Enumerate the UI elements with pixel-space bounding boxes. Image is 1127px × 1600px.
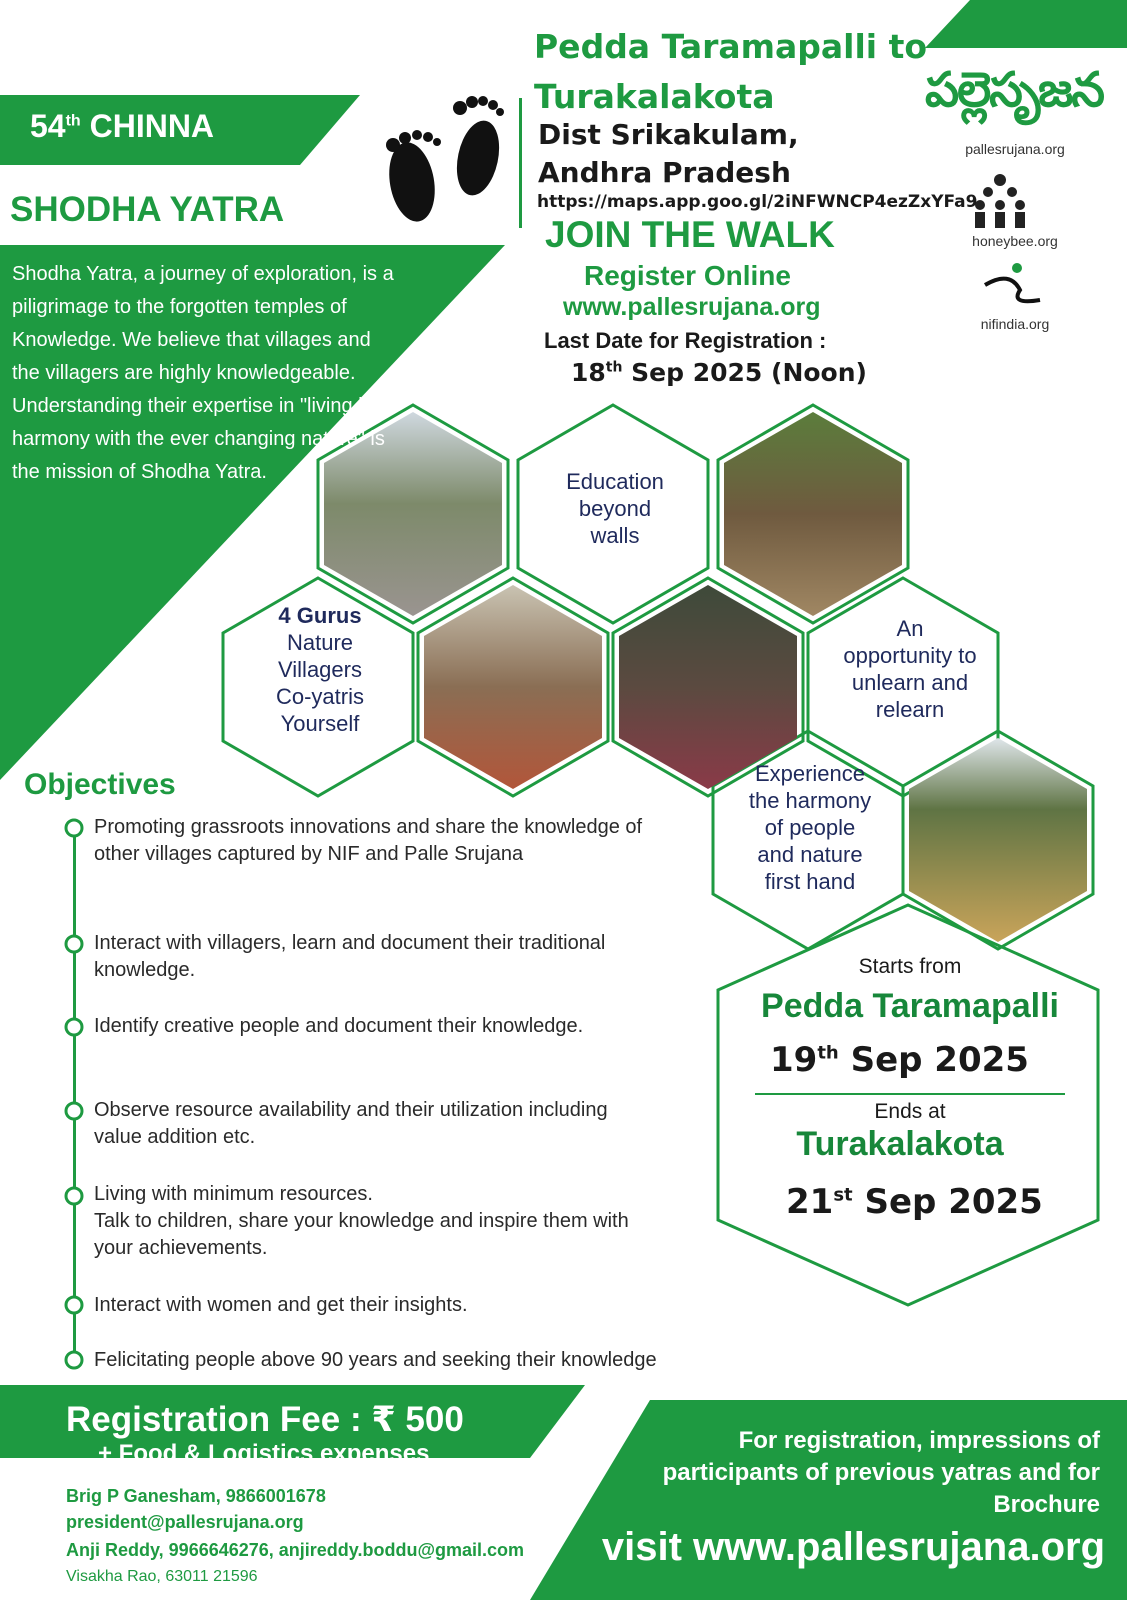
fee-extras: + Food & Logistics expenses [98,1440,430,1467]
objective-item: Interact with villagers, learn and document their traditional knowledge. [94,932,606,981]
nif-caption: nifindia.org [980,316,1050,332]
join-heading: JOIN THE WALK [545,214,835,255]
map-link[interactable]: https://maps.app.goo.gl/2iNFWNCP4ezZxYFa9 [537,192,978,212]
contact-email[interactable]: president@pallesrujana.org [66,1512,304,1532]
registration-site-link[interactable]: www.pallesrujana.org [563,293,821,321]
edition-label: 54th CHINNA [30,108,215,144]
nif-logo-icon [985,263,1040,301]
ends-label: Ends at [874,1100,946,1123]
objective-item: Identify creative people and document their knowledge. [94,1015,584,1037]
honeybee-caption: honeybee.org [972,233,1058,249]
contact-line: Brig P Ganesham, 9866001678 [66,1486,326,1506]
intro-text: Shodha Yatra, a journey of exploration, is a piligrimage to the forgotten temples of Knowledge. We believe that villages and the villagers are highly knowledgeable. Understanding their expertise in "living in harmony with the ever changing nature" is the mission of Shodha Yatra. [12,263,394,483]
visit-website-link[interactable]: visit www.pallesrujana.org [601,1525,1105,1569]
footprints-icon [383,96,505,225]
start-place: Pedda Taramapalli [761,987,1059,1025]
contact-line: Visakha Rao, 63011 21596 [66,1568,258,1585]
contact-line: Anji Reddy, 9966646276, anjireddy.boddu@gmail.com [66,1540,525,1560]
last-date-label: Last Date for Registration : [544,328,827,353]
hex-harmony: Experience the harmony of people and nature first hand [748,761,872,894]
end-date: 21st Sep 2025 [786,1182,1043,1222]
pallesrujana-logo: పల్లెసృజన [925,62,1103,118]
objective-item: Felicitating people above 90 years and seeking their knowledge [94,1349,657,1371]
start-date: 19th Sep 2025 [770,1040,1029,1080]
objective-item: Promoting grassroots innovations and share the knowledge of other villages captured by NIF and Palle Srujana [94,816,643,865]
honeybee-logo-icon [975,174,1025,228]
objective-item: Interact with women and get their insights. [94,1294,468,1316]
objective-item: Observe resource availability and their utilization including value addition etc. [94,1099,608,1148]
route-title: Pedda Taramapalli to Turakalakota [534,27,928,116]
register-online-label: Register Online [584,260,791,291]
last-date-value: 18th Sep 2025 (Noon) [571,358,867,387]
hex-gurus: 4 Gurus Nature Villagers Co-yatris Yourself [275,603,364,736]
hex-unlearn: An opportunity to unlearn and relearn [843,616,977,722]
starts-label: Starts from [858,955,962,978]
objective-item: Living with minimum resources. Talk to children, share your knowledge and inspire them with your achievements. [94,1183,629,1259]
registration-info: For registration, impressions of participants of previous yatras and for Brochure [662,1427,1100,1518]
objectives-title: Objectives [24,768,176,801]
yatra-title: SHODHA YATRA [10,190,285,229]
end-place: Turakalakota [796,1125,1004,1163]
pallesrujana-caption: pallesrujana.org [965,141,1065,157]
registration-fee: Registration Fee : ₹ 500 [66,1400,464,1439]
district-label: Dist Srikakulam, Andhra Pradesh [538,118,799,189]
hex-education: Education beyond walls [566,469,664,548]
